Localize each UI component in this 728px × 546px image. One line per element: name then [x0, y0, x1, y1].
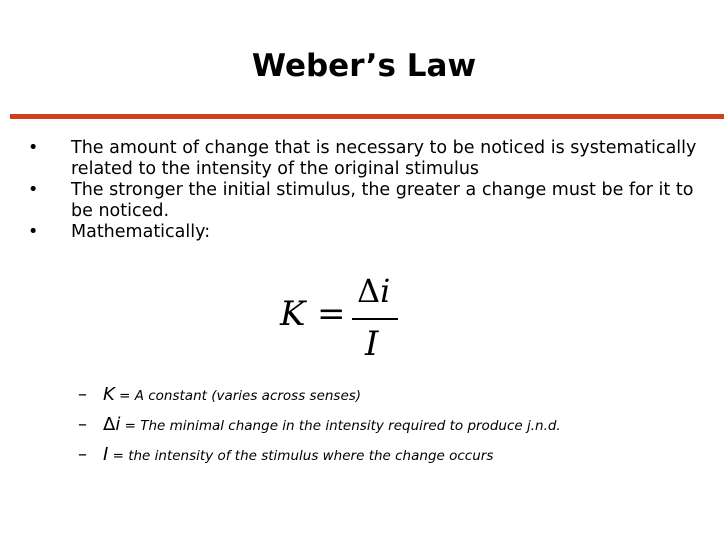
- definition-text: = the intensity of the stimulus where the change occurs: [108, 448, 494, 464]
- formula-numerator: [357, 272, 390, 310]
- bullet-item: [28, 222, 718, 243]
- bullet-text: The amount of change that is necessary to be noticed is systematically related to the intensity of the original stimulus: [71, 138, 697, 179]
- definition-item: [78, 380, 561, 410]
- formula-lhs: K: [280, 294, 306, 334]
- weber-formula: [280, 272, 410, 372]
- formula-delta-symbol: Δ: [357, 272, 381, 310]
- bullet-item: [28, 180, 718, 222]
- definition-symbol: [103, 414, 120, 435]
- definition-text: = A constant (varies across senses): [114, 388, 362, 404]
- slide-title: Weber’s Law: [251, 48, 477, 84]
- fraction-bar: [352, 318, 398, 320]
- bullet-marker: •: [28, 222, 39, 242]
- definition-marker: –: [78, 444, 87, 465]
- bullet-text: Mathematically:: [71, 222, 211, 242]
- definition-marker: –: [78, 384, 87, 405]
- definition-marker: –: [78, 414, 87, 435]
- definition-symbol-var: i: [115, 414, 121, 435]
- definition-symbol: I: [103, 444, 109, 465]
- definition-list: [78, 380, 561, 470]
- definition-delta-symbol: Δ: [103, 414, 116, 435]
- formula-equals: =: [317, 294, 346, 334]
- bullet-marker: •: [28, 138, 39, 158]
- definition-symbol: K: [103, 384, 115, 405]
- bullet-item: [28, 138, 718, 180]
- title-divider: [10, 114, 724, 119]
- definition-item: [78, 440, 561, 470]
- bullet-text: The stronger the initial stimulus, the greater a change must be for it to be noticed.: [71, 180, 694, 221]
- bullet-marker: •: [28, 180, 39, 200]
- definition-text: = The minimal change in the intensity required to produce j.n.d.: [120, 418, 561, 434]
- formula-denominator: I: [365, 324, 379, 364]
- definition-item: [78, 410, 561, 440]
- formula-numerator-var: i: [380, 272, 391, 310]
- bullet-list: [28, 138, 718, 243]
